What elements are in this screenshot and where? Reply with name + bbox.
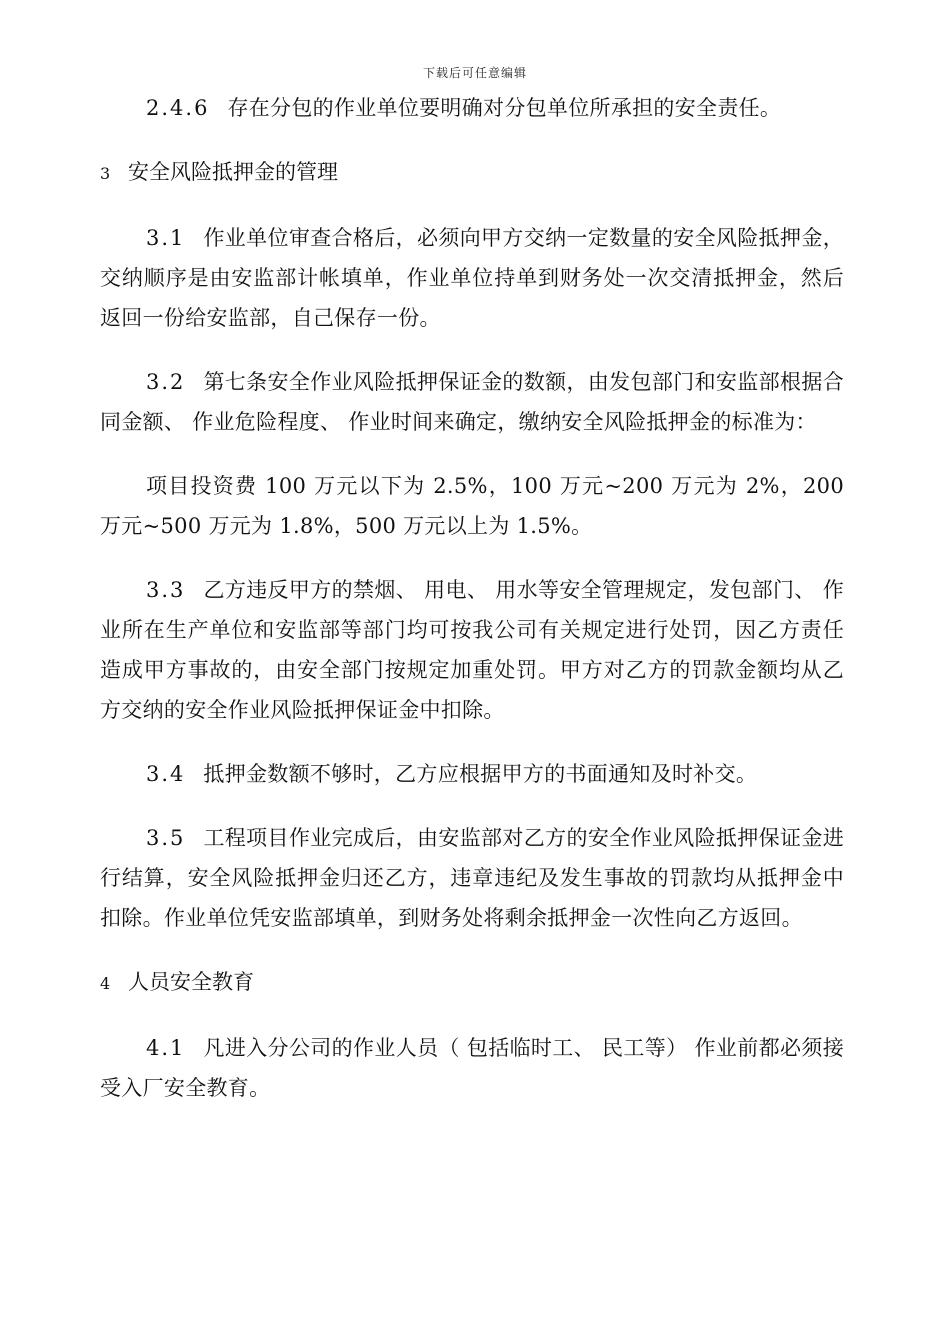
rate-text: 项目投资费 100 万元以下为 2.5%，100 万元~200 万元为 2%，200 万元~500 万元为 1.8%，500 万元以上为 1.5%。 (100, 474, 844, 538)
clause-text: 第七条安全作业风险抵押保证金的数额，由发包部门和安监部根据合同金额、 作业危险程度、 作业时间来确定，缴纳安全风险抵押金的标准为： (100, 370, 844, 434)
clause-number: 3.4 (146, 762, 186, 786)
clause-number: 3.2 (146, 370, 186, 394)
header-note: 下载后可任意编辑 (422, 66, 527, 80)
section-heading-3 (100, 152, 844, 194)
clause-number: 3.5 (146, 826, 186, 850)
clause-3-2 (100, 362, 844, 442)
clause-text: 作业单位审查合格后，必须向甲方交纳一定数量的安全风险抵押金，交纳顺序是由安监部计帐填单，作业单位持单到财务处一次交清抵押金，然后返回一份给安监部，自己保存一份。 (100, 226, 844, 330)
section-title: 人员安全教育 (128, 970, 254, 994)
rate-paragraph (100, 466, 844, 546)
section-heading-4 (100, 962, 844, 1004)
section-number: 4 (100, 974, 111, 993)
clause-text: 存在分包的作业单位要明确对分包单位所承担的安全责任。 (227, 96, 782, 120)
clause-3-5 (100, 818, 844, 938)
clause-3-1 (100, 218, 844, 338)
clause-3-4 (100, 754, 844, 794)
clause-number: 3.1 (146, 226, 186, 250)
clause-text: 工程项目作业完成后，由安监部对乙方的安全作业风险抵押保证金进行结算，安全风险抵押金归还乙方，违章违纪及发生事故的罚款均从抵押金中扣除。作业单位凭安监部填单，到财务处将剩余抵押金一次性向乙方返回。 (100, 826, 844, 930)
clause-number: 4.1 (146, 1036, 186, 1060)
clause-text: 凡进入分公司的作业人员（ 包括临时工、 民工等） 作业前都必须接受入厂安全教育。 (100, 1036, 844, 1100)
clause-3-3 (100, 570, 844, 730)
document-body (100, 88, 844, 1108)
section-number: 3 (100, 164, 111, 183)
section-title: 安全风险抵押金的管理 (128, 160, 338, 184)
clause-2-4-6 (100, 88, 844, 128)
clause-text: 抵押金数额不够时，乙方应根据甲方的书面通知及时补交。 (203, 762, 758, 786)
clause-text: 乙方违反甲方的禁烟、 用电、 用水等安全管理规定，发包部门、 作业所在生产单位和安监部等部门均可按我公司有关规定进行处罚，因乙方责任造成甲方事故的，由安全部门按规定加重处罚。甲方对乙方的罚款金额均从乙方交纳的安全作业风险抵押保证金中扣除。 (100, 578, 844, 722)
clause-number: 2.4.6 (146, 96, 210, 120)
clause-number: 3.3 (146, 578, 186, 602)
clause-4-1 (100, 1028, 844, 1108)
